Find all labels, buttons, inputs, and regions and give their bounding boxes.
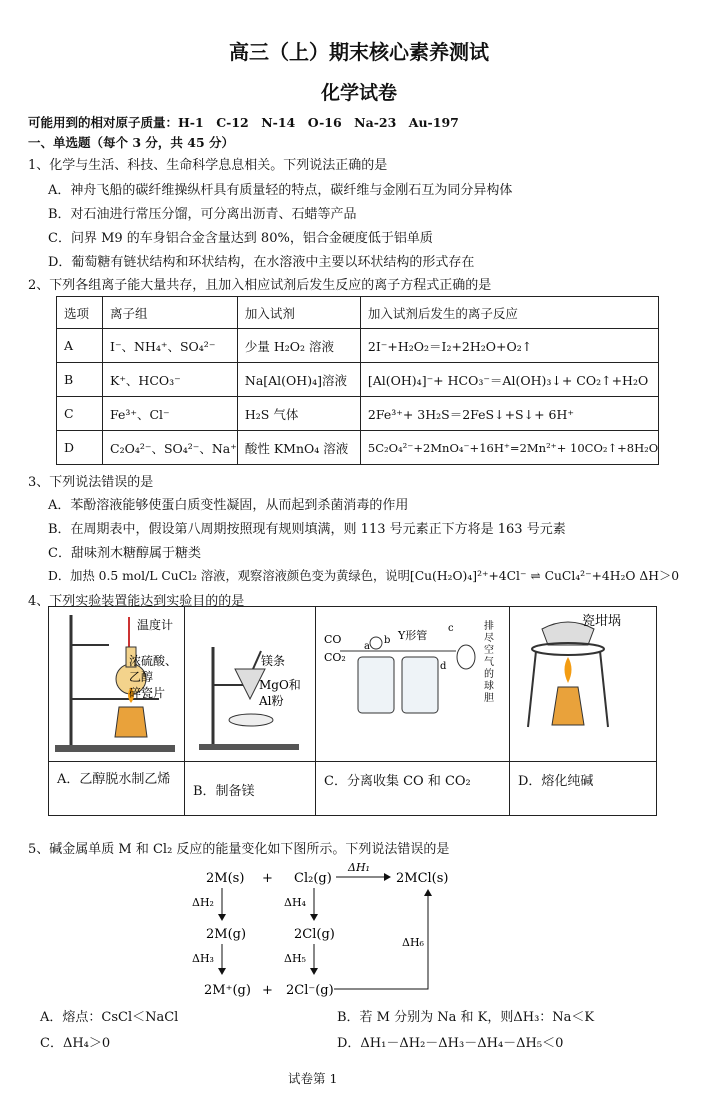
header-cell: 选项 (57, 297, 103, 329)
label-chips: 碎瓷片 (129, 686, 166, 700)
section-heading: 一、单选题（每个 3 分，共 45 分） (28, 135, 235, 150)
cell-option: C (57, 397, 103, 431)
caption-a: A．乙醇脱水制乙烯 (57, 772, 171, 787)
node-m-ion: 2M⁺(g) (204, 983, 251, 998)
page-subtitle: 化学试卷 (320, 82, 397, 104)
question-2-stem: 2、下列各组离子能大量共存，且加入相应试剂后发生反应的离子方程式正确的是 (28, 278, 492, 293)
table-row (57, 329, 659, 363)
question-4-stem: 4、下列实验装置能达到实验目的的是 (28, 594, 245, 609)
header-cell: 加入试剂后发生的离子反应 (360, 297, 658, 329)
apparatus-b-figure (185, 607, 315, 757)
node-cl-ion: 2Cl⁻(g) (286, 983, 334, 998)
q3-option-c: C．甜味剂木糖醇属于糖类 (48, 546, 201, 561)
bladder-char: 空 (484, 645, 494, 656)
cell-option: B (57, 363, 103, 397)
table-header-row (57, 297, 659, 329)
label-dh2: ΔH₂ (192, 896, 214, 909)
bladder-char: 球 (484, 681, 494, 692)
q1-option-d: D．葡萄糖有链状结构和环状结构，在水溶液中主要以环状结构的形式存在 (48, 255, 475, 270)
header-cell: 离子组 (103, 297, 238, 329)
label-dh5: ΔH₅ (284, 952, 306, 965)
cell-reaction: [Al(OH)₄]⁻+ HCO₃⁻＝Al(OH)₃↓+ CO₂↑+H₂O (360, 363, 658, 397)
apparatus-table (48, 606, 657, 816)
table-row (57, 397, 659, 431)
apparatus-image-row (49, 607, 657, 762)
mg-strip-icon (253, 651, 261, 669)
cell-reagent: Na[Al(OH)₄]溶液 (237, 363, 360, 397)
apparatus-a-figure (49, 607, 184, 757)
energy-cycle-diagram (180, 858, 460, 1000)
ion-table (56, 296, 659, 465)
q1-option-a: A．神舟飞船的碳纤维操纵杆具有质量轻的特点，碳纤维与金刚石互为同分异构体 (48, 183, 513, 198)
q1-option-b: B．对石油进行常压分馏，可分离出沥青、石蜡等产品 (48, 207, 357, 222)
apparatus-b (185, 607, 316, 762)
q5-option-c: C．ΔH₄＞0 (40, 1036, 111, 1051)
cell-reaction: 5C₂O₄²⁻+2MnO₄⁻+16H⁺=2Mn²⁺+ 10CO₂↑+8H₂O (360, 431, 658, 465)
apparatus-c (316, 607, 510, 762)
cell-ions: K⁺、HCO₃⁻ (103, 363, 238, 397)
cell-reaction: 2Fe³⁺+ 3H₂S＝2FeS↓+S↓+ 6H⁺ (360, 397, 658, 431)
apparatus-caption-row (49, 762, 657, 816)
label-dh1: ΔH₁ (348, 861, 370, 874)
node-cl-gas: 2Cl(g) (294, 927, 335, 942)
lamp-icon (552, 687, 584, 725)
header-cell: 加入试剂 (237, 297, 360, 329)
atomic-masses: 可能用到的相对原子质量：H-1 C-12 N-14 O-16 Na-23 Au-197 (28, 115, 459, 130)
label-dh4: ΔH₄ (284, 896, 306, 909)
q5-option-b: B．若 M 分别为 Na 和 K，则ΔH₃：Na＜K (337, 1010, 595, 1025)
bladder-label (484, 619, 494, 704)
bladder-char: 气 (484, 657, 494, 668)
tripod-leg (600, 651, 608, 727)
caption-cell (316, 762, 510, 816)
table-row (57, 363, 659, 397)
bladder-icon (457, 645, 475, 669)
caption-cell (510, 762, 657, 816)
stand-base (55, 745, 175, 752)
apparatus-d-figure (510, 607, 656, 757)
cell-ions: Fe³⁺、Cl⁻ (103, 397, 238, 431)
flame-icon (565, 657, 572, 683)
label-co2: CO₂ (324, 651, 346, 664)
plus-sign: + (262, 983, 273, 998)
cell-reaction: 2I⁻+H₂O₂＝I₂+2H₂O+O₂↑ (360, 329, 658, 363)
cell-ions: C₂O₄²⁻、SO₄²⁻、Na⁺ (103, 431, 238, 465)
burner-icon (115, 707, 147, 737)
caption-d: D．熔化纯碱 (518, 774, 594, 789)
apparatus-a (49, 607, 185, 762)
label-thermometer: 温度计 (137, 618, 174, 632)
page-title: 高三（上）期末核心素养测试 (229, 40, 489, 64)
bladder-char: 尽 (484, 633, 494, 644)
label-co: CO (324, 633, 342, 646)
label-mgo: MgO和 (259, 678, 301, 692)
label-dh6: ΔH₆ (402, 936, 424, 949)
stand-base (199, 744, 299, 750)
q3-option-d: D．加热 0.5 mol/L CuCl₂ 溶液，观察溶液颜色变为黄绿色，说明[Cu(H₂O)₄]²⁺+4Cl⁻ ⇌ CuCl₄²⁻+4H₂O ΔH＞0 (48, 569, 680, 583)
label-dh3: ΔH₃ (192, 952, 214, 965)
cell-option: A (57, 329, 103, 363)
label-d: d (440, 661, 447, 672)
node-cl2-gas: Cl₂(g) (294, 871, 332, 886)
bottle-1-icon (358, 657, 394, 713)
q5-option-d: D．ΔH₁－ΔH₂－ΔH₃－ΔH₄－ΔH₅＜0 (337, 1036, 564, 1051)
label-crucible: 瓷坩埚 (582, 614, 622, 629)
node-m-gas: 2M(g) (206, 927, 247, 942)
label-c: c (448, 623, 454, 634)
bladder-char: 排 (484, 621, 494, 632)
sand-dish-icon (229, 714, 273, 726)
question-5-stem: 5、碱金属单质 M 和 Cl₂ 反应的能量变化如下图所示。下列说法错误的是 (28, 842, 450, 857)
question-1-stem: 1、化学与生活、科技、生命科学息息相关。下列说法正确的是 (28, 158, 388, 173)
cell-ions: I⁻、NH₄⁺、SO₄²⁻ (103, 329, 238, 363)
caption-b: B．制备镁 (193, 784, 255, 799)
bladder-char: 胆 (484, 693, 494, 704)
label-b: b (384, 635, 391, 646)
label-ethanol: 乙醇 (129, 670, 154, 684)
caption-cell (185, 762, 316, 816)
label-a: a (364, 641, 370, 652)
table-row (57, 431, 659, 465)
q1-option-c: C．问界 M9 的车身铝合金含量达到 80%，铝合金硬度低于铝单质 (48, 231, 433, 246)
label-y-tube: Y形管 (398, 629, 428, 642)
cell-reagent: 酸性 KMnO₄ 溶液 (237, 431, 360, 465)
q3-option-b: B．在周期表中，假设第八周期按照现有规则填满，则 113 号元素正下方将是 163 号元素 (48, 522, 566, 537)
caption-cell (49, 762, 185, 816)
funnel-bulb-icon (370, 637, 382, 649)
bladder-char: 的 (484, 669, 494, 680)
caption-c: C．分离收集 CO 和 CO₂ (324, 774, 471, 789)
label-mg-strip: 镁条 (261, 654, 286, 668)
q5-option-a: A．熔点：CsCl＜NaCl (40, 1010, 179, 1025)
question-3-stem: 3、下列说法错误的是 (28, 475, 154, 490)
node-mcl-solid: 2MCl(s) (396, 871, 449, 886)
bottle-2-icon (402, 657, 438, 713)
label-al: Al粉 (259, 694, 284, 708)
q3-option-a: A．苯酚溶液能够使蛋白质变性凝固，从而起到杀菌消毒的作用 (48, 498, 409, 513)
label-acid: 浓硫酸、 (129, 654, 178, 668)
cell-reagent: 少量 H₂O₂ 溶液 (237, 329, 360, 363)
node-m-solid: 2M(s) (206, 871, 245, 886)
cell-option: D (57, 431, 103, 465)
cell-reagent: H₂S 气体 (237, 397, 360, 431)
apparatus-d (510, 607, 657, 762)
tripod-leg (528, 651, 536, 727)
apparatus-c-figure (316, 607, 509, 757)
page-footer: 试卷第 1 (288, 1071, 338, 1086)
plus-sign: + (262, 871, 273, 886)
